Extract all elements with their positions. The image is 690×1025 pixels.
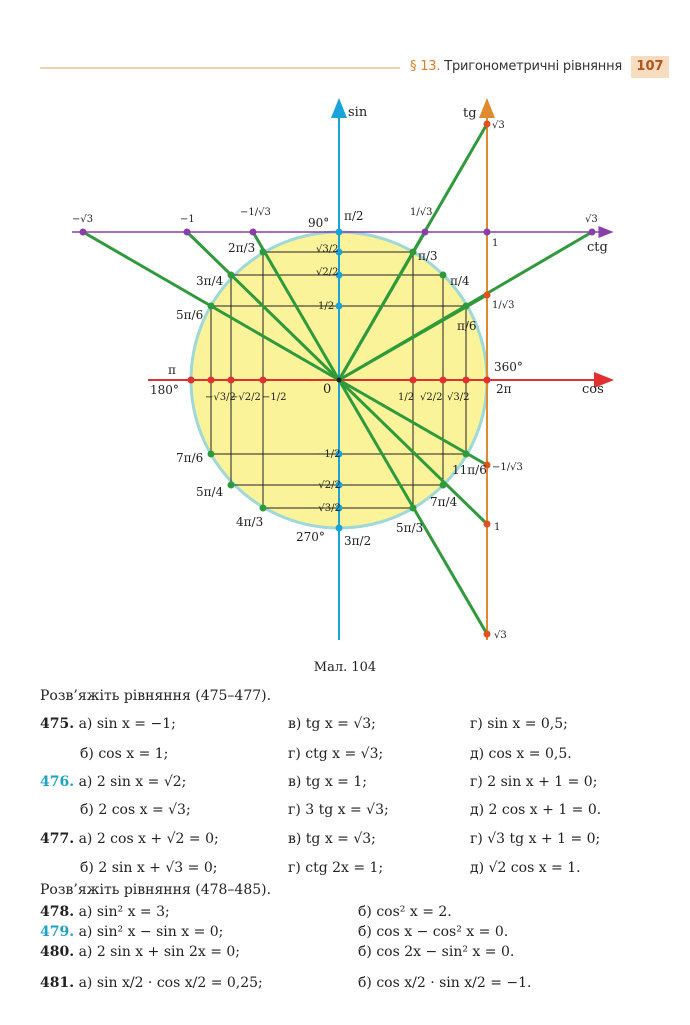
sin-tick-neg-half: −1/2 — [316, 449, 341, 460]
pi-over-2-label: π/2 — [344, 209, 364, 223]
cos-tick-sqrt3-2: √3/2 — [447, 392, 470, 403]
origin-label: 0 — [323, 382, 332, 397]
problem-part: б) cos x/2 · sin x/2 = −1. — [358, 975, 532, 991]
problem-part: а) 2 cos x + √2 = 0; — [78, 831, 219, 847]
deg180-label: 180° — [150, 383, 179, 397]
three-pi-over-2-label: 3π/2 — [344, 534, 372, 548]
section-number: § 13. — [410, 59, 441, 74]
problem-number: 481. — [40, 975, 75, 991]
cos-tick-neg-sqrt2-2: −√2/2 — [230, 392, 261, 403]
problem-part: б) cos² x = 2. — [358, 904, 452, 920]
problem-part: д) √2 cos x = 1. — [470, 860, 581, 876]
problem-part: г) 3 tg x = √3; — [288, 802, 389, 818]
two-pi-label: 2π — [496, 382, 512, 396]
problem-number: 478. — [40, 904, 75, 920]
ctg-tick-neg-1-sqrt3: −1/√3 — [240, 207, 271, 218]
two-pi-over-3-label: 2π/3 — [228, 241, 256, 255]
four-pi-over-3-label: 4π/3 — [236, 515, 264, 529]
sin-axis-label: sin — [348, 105, 368, 120]
problem-475-row1 — [40, 716, 176, 732]
problem-part: б) cos 2x − sin² x = 0. — [358, 944, 515, 960]
problem-part: г) ctg 2x = 1; — [288, 860, 384, 876]
problem-number: 480. — [40, 944, 75, 960]
pi-over-6-label: π/6 — [457, 319, 477, 333]
cos-tick-neg-sqrt3-2: −√3/2 — [205, 392, 236, 403]
ctg-tick-1-sqrt3: 1/√3 — [410, 207, 433, 218]
problem-part: г) ctg x = √3; — [288, 746, 384, 762]
problem-part: в) tg x = 1; — [288, 774, 367, 790]
problem-476-row1 — [40, 774, 186, 790]
problem-478 — [40, 904, 170, 920]
sin-tick-neg-sqrt2-2: −√2/2 — [310, 480, 341, 491]
seven-pi-over-6-label: 7π/6 — [176, 451, 204, 465]
tg-axis-label: tg — [463, 106, 477, 121]
problem-part: б) 2 cos x = √3; — [80, 802, 191, 818]
ctg-tick-1: 1 — [492, 238, 499, 249]
problem-part: г) √3 tg x + 1 = 0; — [470, 831, 601, 847]
seven-pi-over-4-label: 7π/4 — [430, 495, 458, 509]
problem-number: 475. — [40, 716, 75, 732]
problem-477-row1 — [40, 831, 219, 847]
problem-part: г) 2 sin x + 1 = 0; — [470, 774, 598, 790]
five-pi-over-3-label: 5π/3 — [396, 521, 424, 535]
tg-tick-neg-1-sqrt3: −1/√3 — [492, 462, 523, 473]
deg270-label: 270° — [296, 530, 325, 544]
problem-part: а) sin² x − sin x = 0; — [78, 924, 224, 940]
tg-tick-sqrt3: √3 — [492, 120, 505, 131]
problem-part: б) cos x − cos² x = 0. — [358, 924, 509, 940]
problem-part: а) sin x = −1; — [78, 716, 176, 732]
instruction-first: Розв’яжіть рівняння (475–477). — [40, 688, 272, 704]
cos-tick-half: 1/2 — [398, 392, 415, 403]
problem-part: д) 2 cos x + 1 = 0. — [470, 802, 602, 818]
tg-tick-neg-1: 1 — [494, 522, 501, 533]
pi-label: π — [168, 363, 176, 377]
problem-number: 476. — [40, 774, 75, 790]
ctg-tick-neg-sqrt3: −√3 — [72, 214, 94, 225]
sin-tick-sqrt3-2: √3/2 — [316, 244, 339, 255]
problem-part: а) sin² x = 3; — [78, 904, 170, 920]
sin-tick-neg-sqrt3-2: −√3/2 — [310, 503, 341, 514]
ctg-axis-label: ctg — [587, 240, 608, 255]
problem-481 — [40, 975, 263, 991]
problem-number: 479. — [40, 924, 75, 940]
problem-part: б) cos x = 1; — [80, 746, 169, 762]
cos-axis-label: cos — [582, 382, 604, 397]
figure-caption: Мал. 104 — [313, 660, 377, 675]
tg-tick-1-sqrt3: 1/√3 — [492, 300, 515, 311]
section-title-text: Тригонометричні рівняння — [444, 59, 622, 74]
page-number: 107 — [631, 56, 669, 78]
five-pi-over-4-label: 5π/4 — [196, 485, 224, 499]
problem-part: а) sin x/2 · cos x/2 = 0,25; — [78, 975, 263, 991]
problem-479 — [40, 924, 223, 940]
pi-over-3-label: π/3 — [418, 249, 438, 263]
sin-tick-half: 1/2 — [318, 301, 335, 312]
sin-tick-sqrt2-2: √2/2 — [316, 267, 339, 278]
problem-part: в) tg x = √3; — [288, 831, 376, 847]
eleven-pi-over-6-label: 11π/6 — [452, 463, 487, 477]
deg360-label: 360° — [494, 360, 523, 374]
problem-number: 477. — [40, 831, 75, 847]
deg90-label: 90° — [308, 216, 330, 230]
problem-480 — [40, 944, 240, 960]
cos-tick-neg-half: −1/2 — [262, 392, 287, 403]
problem-part: г) sin x = 0,5; — [470, 716, 568, 732]
instruction-second: Розв’яжіть рівняння (478–485). — [40, 882, 272, 898]
problem-part: а) 2 sin x + sin 2x = 0; — [78, 944, 241, 960]
origin-point — [337, 378, 342, 383]
ctg-tick-sqrt3: √3 — [585, 214, 598, 225]
tg-tick-neg-sqrt3: √3 — [494, 630, 507, 641]
ctg-tick-neg-1: −1 — [180, 214, 195, 225]
problem-part: б) 2 sin x + √3 = 0; — [80, 860, 218, 876]
problem-part: д) cos x = 0,5. — [470, 746, 572, 762]
problem-part: в) tg x = √3; — [288, 716, 376, 732]
problem-part: а) 2 sin x = √2; — [78, 774, 187, 790]
five-pi-over-6-label: 5π/6 — [176, 308, 204, 322]
cos-tick-sqrt2-2: √2/2 — [420, 392, 443, 403]
pi-over-4-label: π/4 — [450, 274, 470, 288]
three-pi-over-4-label: 3π/4 — [196, 274, 224, 288]
